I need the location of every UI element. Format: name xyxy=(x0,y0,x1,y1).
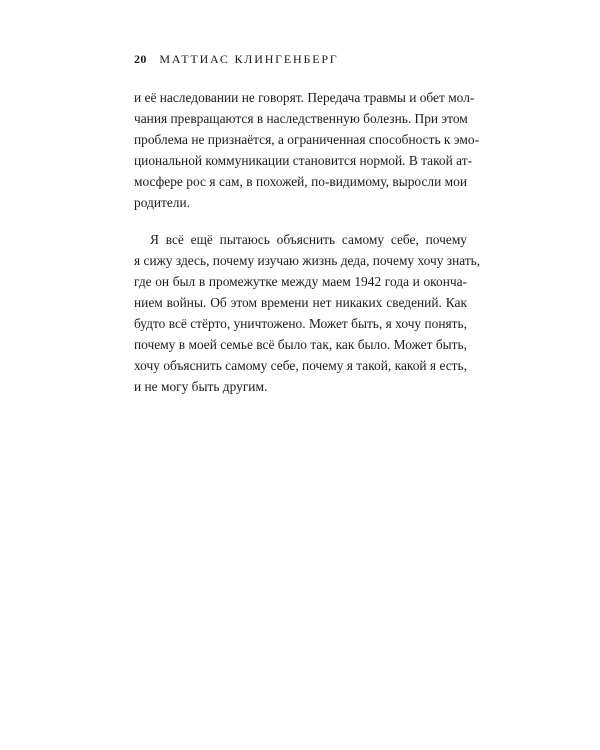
text-line: циональной коммуникации становится нормой. В такой ат- xyxy=(134,152,473,168)
text-line: и не могу быть другим. xyxy=(134,378,268,394)
text-line: проблема не признаётся, а ограниченная способность к эмо- xyxy=(134,131,480,147)
paragraph-1 xyxy=(134,88,480,213)
text-line: Я всё ещё пытаюсь объяснить самому себе, почему xyxy=(150,232,467,248)
body-text xyxy=(134,88,481,398)
text-line: почему в моей семье всё было так, как было. Может быть, xyxy=(134,336,467,352)
page-number: 20 xyxy=(134,52,147,66)
text-line: будто всё стёрто, уничтожено. Может быть, я хочу понять, xyxy=(134,316,467,332)
text-line: где он был в промежутке между маем 1942 года и окончa- xyxy=(134,274,467,290)
text-line: и её наследовании не говорят. Передача травмы и обет мол- xyxy=(134,90,475,105)
text-line: мосфере рос я сам, в похожей, по-видимому, выросли мои xyxy=(134,173,467,189)
paragraph-gap xyxy=(134,213,467,230)
running-head-author: МАТТИАС КЛИНГЕНБЕРГ xyxy=(159,52,339,66)
text-line: родители. xyxy=(134,194,190,210)
text-line: хочу объяснить самому себе, почему я такой, какой я есть, xyxy=(134,357,467,373)
text-line: нием войны. Об этом времени нет никаких сведений. Как xyxy=(134,295,467,311)
paragraph-2 xyxy=(134,230,481,397)
text-line: чания превращаются в наследственную болезнь. При этом xyxy=(134,110,468,126)
text-line: я сижу здесь, почему изучаю жизнь деда, почему хочу знать, xyxy=(134,253,481,269)
running-head xyxy=(134,52,339,67)
